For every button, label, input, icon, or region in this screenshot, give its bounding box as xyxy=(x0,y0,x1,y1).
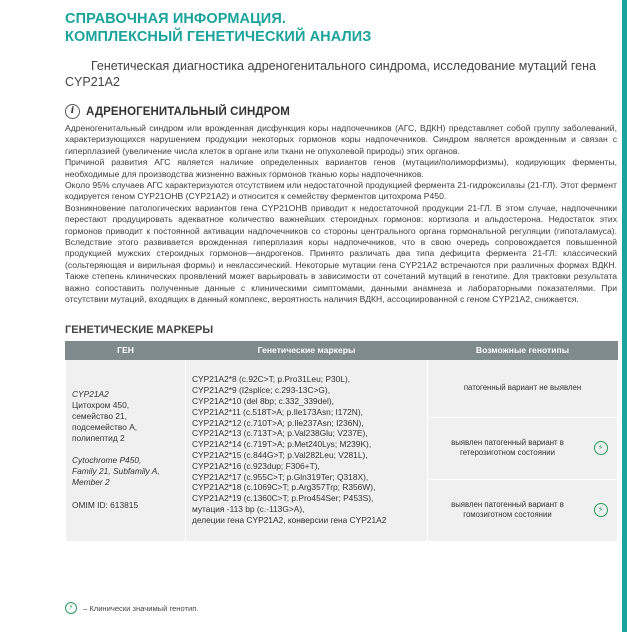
gene-family-line: Cytochrome P450, xyxy=(72,455,142,466)
gene-desc-line: полипептид 2 xyxy=(72,432,125,443)
table-header-row xyxy=(66,341,618,359)
footnote xyxy=(65,602,199,614)
table-row xyxy=(66,359,618,417)
paragraph: Адреногенитальный синдром или врожденная дисфункция коры надпочечников (АГС, ВДКН) представляет собой группу заболеваний, характеризующихся нарушением продукции некоторых гормонов коры надпочечников. Синдром является врожденным и связан с гиперплазией (увеличение числа клеток в органе или ткани не опухолевой природы) этих органов. xyxy=(65,123,617,156)
gene-family-line: Member 2 xyxy=(72,476,110,487)
page-subtitle: Генетическая диагностика адреногенитального синдрома, исследование мутаций гена CYP21A2 xyxy=(65,59,596,89)
page-title xyxy=(65,10,617,46)
genotype-text: патогенный вариант не выявлен xyxy=(463,383,582,392)
genotype-text: выявлен патогенный вариант в гетерозиготном состоянии xyxy=(451,438,564,457)
clinical-significance-icon: ⚡ xyxy=(594,503,608,517)
section-body xyxy=(65,123,617,306)
footnote-text: – Клинически значимый генотип. xyxy=(83,603,199,613)
marker-line: CYP21A2*18 (c.1069C>T; p.Arg357Trp; R356W), xyxy=(192,482,376,493)
section-title: АДРЕНОГЕНИТАЛЬНЫЙ СИНДРОМ xyxy=(86,105,290,118)
genotype-item xyxy=(432,383,613,393)
gene-name: CYP21A2 xyxy=(72,389,109,400)
marker-line: CYP21A2*13 (c.713T>A; p.Val238Glu; V237E), xyxy=(192,428,368,439)
marker-line: CYP21A2*14 (c.719T>A; p.Met240Lys; M239K), xyxy=(192,439,372,450)
clinical-significance-icon: ⚡ xyxy=(65,602,77,614)
section-heading xyxy=(65,104,617,119)
genotype-cell xyxy=(428,479,618,541)
marker-line: CYP21A2*8 (c.92C>T; p.Pro31Leu; P30L), xyxy=(192,374,351,385)
gene-family xyxy=(72,455,179,487)
genotype-cell xyxy=(428,417,618,479)
genotype-item xyxy=(432,438,613,458)
markers-heading: ГЕНЕТИЧЕСКИЕ МАРКЕРЫ xyxy=(65,323,214,336)
column-header-markers: Генетические маркеры xyxy=(186,341,428,359)
genotype-cell xyxy=(428,359,618,417)
page-title-line-2: КОМПЛЕКСНЫЙ ГЕНЕТИЧЕСКИЙ АНАЛИЗ xyxy=(65,29,372,45)
gene-description xyxy=(72,400,179,443)
marker-line: CYP21A2*10 (del 8bp; c.332_339del), xyxy=(192,396,335,407)
marker-line: CYP21A2*11 (c.518T>A; p.Ile173Asn; I172N), xyxy=(192,406,363,417)
page-content xyxy=(65,10,617,542)
marker-line: CYP21A2*19 (c.1360C>T; p.Pro454Ser; P453S), xyxy=(192,493,374,504)
marker-line: мутация -113 bp (c.-113G>A), xyxy=(192,503,305,514)
marker-line: CYP21A2*17 (c.955C>T; p.Gln319Ter; Q318X), xyxy=(192,471,369,482)
info-icon: i xyxy=(65,104,80,119)
paragraph: Причиной развития АГС является наличие определенных вариантов генов (мутации/полиморфизмы), кодирующих ферменты, необходимые для производства жизненно важных гормонов тканью коры надпочечников. xyxy=(65,157,617,179)
genotype-item xyxy=(432,500,613,520)
marker-line: CYP21A2*9 (I2splice; c.293-13C>G), xyxy=(192,385,331,396)
column-header-gene: ГЕН xyxy=(66,341,186,359)
gene-desc-line: Цитохром 450, xyxy=(72,400,130,411)
genetic-markers-table xyxy=(65,341,618,542)
markers-cell xyxy=(186,359,428,541)
genotype-text: выявлен патогенный вариант в гомозиготном состоянии xyxy=(451,500,564,519)
marker-line: CYP21A2*15 (c.844G>T; p.Val282Leu; V281L), xyxy=(192,450,368,460)
gene-desc-line: подсемейство A, xyxy=(72,421,138,432)
page-title-line-1: СПРАВОЧНАЯ ИНФОРМАЦИЯ. xyxy=(65,11,286,27)
marker-line: CYP21A2*16 (c.923dup; F306+T), xyxy=(192,460,320,471)
paragraph: Около 95% случаев АГС характеризуются отсутствием или недостаточной продукцией фермента 21-гидроксилазы (21-ГЛ). Этот фермент кодируется геном CYP21OHB (CYP21A2) и относится к семейству ферментов цитохрома P450. xyxy=(65,180,617,202)
gene-desc-line: семейство 21, xyxy=(72,411,127,421)
column-header-genotypes: Возможные генотипы xyxy=(428,341,618,359)
accent-bar xyxy=(622,0,627,632)
marker-line: делеции гена CYP21A2, конверсии гена CYP21A2 xyxy=(192,514,387,525)
clinical-significance-icon: ⚡ xyxy=(594,441,608,455)
paragraph: Возникновение патологических вариантов гена CYP21OHB приводит к недостаточной продукции 21-ГЛ. В этом случае, надпочечники перестают продуцировать адекватное количество важнейших стероидных гормонов: кортизола и альдостерона. Недостаток этих гормонов приводит к постоянной активации надпочечников со стороны центрального органа гормональной регуляции (гипоталамуса). Вследствие этого развивается врожденная гиперплазия коры надпочечников, что в свою очередь сопровождается повышенной продукцией мужских стероидных гормонов—андрогенов. Принято различать два типа дефицита фермента 21-ГЛ: классический (сольтеряющая и вирильная формы) и неклассический. Некоторые мутации гена CYP21A2 встречаются при различных формах ВДКН. Также степень клинических проявлений может варьировать в зависимости от сочетаний мутаций в генотипе. Для трактовки результата важно сопоставить полученные данные с клиническими симптомами, данными анамнеза и лабораторными показателями. При отсутствии мутаций, входящих в данный комплекс, вероятность наличия ВДКН, ассоциированной с геном CYP21A2, снижается. xyxy=(65,202,617,305)
gene-omim-id: OMIM ID: 613815 xyxy=(72,499,139,510)
marker-line: CYP21A2*12 (c.710T>A; p.Ile237Asn; I236N), xyxy=(192,417,364,428)
gene-cell xyxy=(66,359,186,541)
gene-family-line: Family 21, Subfamily A, xyxy=(72,466,160,477)
